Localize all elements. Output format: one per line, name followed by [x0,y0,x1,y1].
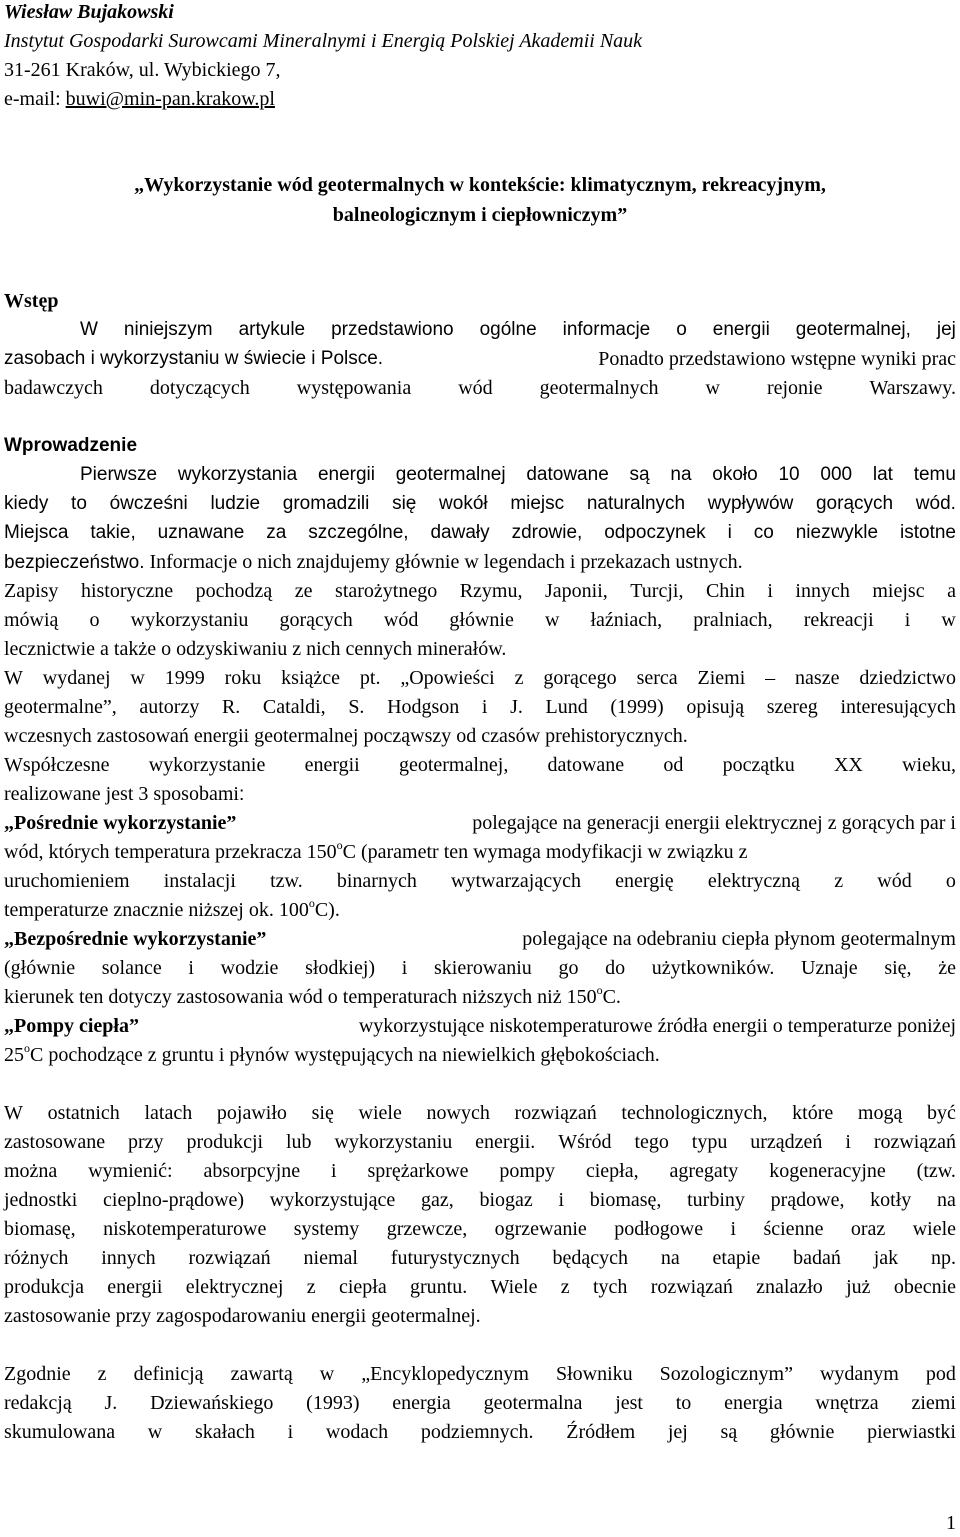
degree-mark: o [308,896,315,910]
p-new-line-6: różnych innych rozwiązań niemal futurystycznych będących na etapie badań jak np. [4,1247,956,1269]
pompy-line-1 [4,1015,956,1037]
pompy-line-2-post: C pochodzące z gruntu i płynów występujących na niewielkich głębokościach. [30,1044,660,1066]
wpr-p3-line-2: geotermalne”, autorzy R. Cataldi, S. Hodgson i J. Lund (1999) opisują szereg interesujących [4,696,956,718]
title-line-2: balneologicznym i ciepłowniczym” [332,204,628,226]
posrednie-line-2 [4,838,748,863]
pompy-line-1-rest: wykorzystujące niskotemperaturowe źródła energii o temperaturze poniżej [358,1015,956,1037]
bezposrednie-line-1 [4,928,956,950]
bezposrednie-line-2: (głównie solance i wodzie słodkiej) i skierowaniu go do użytkowników. Uznaje się, że [4,957,956,979]
posrednie-line-4-pre: temperaturze znacznie niższej ok. 100 [4,899,309,921]
wpr-p1-line-4b: Informacje o nich znajdujemy głównie w legendach i przekazach ustnych. [149,551,743,573]
degree-mark: o [596,983,603,997]
wpr-p4-line-2a: realizowane jest 3 sposobami [4,783,239,805]
bezposrednie-line-3 [4,983,621,1008]
p-new-line-1: W ostatnich latach pojawiło się wiele nowych rozwiązań technologicznych, które mogą być [4,1102,956,1124]
author-email-line [4,88,275,110]
wpr-p4-line-2 [4,783,244,806]
p-def-line-1: Zgodnie z definicją zawartą w „Encyklopedycznym Słowniku Sozologicznym” wydanym pod [4,1363,956,1385]
degree-mark: o [24,1041,30,1055]
wpr-p2-line-1: Zapisy historyczne pochodzą ze starożytnego Rzymu, Japonii, Turcji, Chin i innych miejsc a [4,580,956,602]
wprowadzenie-heading: Wprowadzenie [4,435,138,456]
p-new-line-8: zastosowanie przy zagospodarowaniu energii geotermalnej. [4,1305,481,1327]
pompy-line-2-pre: 25 [4,1044,24,1066]
wpr-p1-line-2: kiedy to ówcześni ludzie gromadzili się wokół miejsc naturalnych wypływów gorących wód. [4,493,956,514]
author-name: Wiesław Bujakowski [4,1,174,23]
p-new-line-5: biomasę, niskotemperaturowe systemy grzewcze, ogrzewanie podłogowe i ścienne oraz wiele [4,1218,956,1240]
bezposrednie-line-3-pre: kierunek ten dotyczy zastosowania wód o temperaturach niższych niż 150 [4,986,597,1008]
author-address: 31-261 Kraków, ul. Wybickiego 7, [4,59,281,81]
intro-line-1: W niniejszym artykule przedstawiono ogólne informacje o energii geotermalnej, jej [80,319,956,340]
intro-heading: Wstęp [4,290,59,312]
wpr-p1-line-4 [4,551,743,574]
wpr-p1-line-1: Pierwsze wykorzystania energii geotermalnej datowane są na około 10 000 lat temu [80,464,956,485]
wpr-p1-line-4a: bezpieczeństwo. [4,552,145,573]
degree-mark: o [336,838,343,852]
posrednie-line-4 [4,896,340,921]
posrednie-line-4-post: C). [314,899,340,921]
p-new-line-4: jednostki cieplno-prądowe) wykorzystujące gaz, biogaz i biomasę, turbiny prądowe, kotły na [4,1189,956,1211]
intro-line-2b: Ponadto przedstawiono wstępne wyniki prac [598,348,956,370]
bezposrednie-line-1-rest: polegające na odebraniu ciepła płynom geotermalnym [522,928,956,950]
posrednie-line-1 [4,812,956,834]
pompy-label: „Pompy ciepła” [4,1015,139,1037]
wpr-p2-line-3: lecznictwie a także o odzyskiwaniu z nich cennych minerałów. [4,638,507,660]
p-new-line-2: zastosowane przy produkcji lub wykorzystaniu energii. Wśród tego typu urządzeń i rozwiązań [4,1131,956,1153]
wpr-p3-line-1: W wydanej w 1999 roku książce pt. „Opowieści z gorącego serca Ziemi – nasze dziedzictwo [4,667,956,689]
pompy-line-2 [4,1041,660,1066]
intro-line-2 [4,348,956,370]
posrednie-line-2-post: C (parametr ten wymaga modyfikacji w związku z [342,841,748,863]
p-def-line-3: skumulowana w skałach i wodach podziemnych. Źródłem jej są głównie pierwiastki [4,1421,956,1443]
posrednie-line-3: uruchomieniem instalacji tzw. binarnych wytwarzających energię elektryczną z wód o [4,870,956,892]
wpr-p4-line-1: Współczesne wykorzystanie energii geotermalnej, datowane od początku XX wieku, [4,754,956,776]
wpr-p4-line-2b: : [238,784,245,805]
wpr-p2-line-2: mówią o wykorzystaniu gorących wód głównie w łaźniach, pralniach, rekreacji i w [4,609,956,631]
wpr-p3-line-3: wczesnych zastosowań energii geotermalnej począwszy od czasów prehistorycznych. [4,725,688,747]
p-def-line-2: redakcją J. Dziewańskiego (1993) energia geotermalna jest to energia wnętrza ziemi [4,1392,956,1414]
bezposrednie-label: „Bezpośrednie wykorzystanie” [4,928,267,950]
posrednie-line-2-pre: wód, których temperatura przekracza 150 [4,841,337,863]
bezposrednie-line-3-post: C. [602,986,621,1008]
author-institute: Instytut Gospodarki Surowcami Mineralnymi i Energią Polskiej Akademii Nauk [4,30,643,52]
intro-line-3: badawczych dotyczących występowania wód geotermalnych w rejonie Warszawy. [4,377,956,399]
page-number: 1 [946,1512,956,1534]
email-label: e-mail: [4,88,61,110]
title-line-1: „Wykorzystanie wód geotermalnych w kontekście: klimatycznym, rekreacyjnym, [134,174,826,196]
p-new-line-7: produkcja energii elektrycznej z ciepła gruntu. Wiele z tych rozwiązań znalazło już obecnie [4,1276,956,1298]
wpr-p1-line-3: Miejsca takie, uznawane za szczególne, dawały zdrowie, odpoczynek i co niezwykle istotne [4,522,956,543]
intro-line-2a: zasobach i wykorzystaniu w świecie i Polsce. [4,348,384,369]
posrednie-label: „Pośrednie wykorzystanie” [4,812,237,834]
email-link[interactable]: buwi@min-pan.krakow.pl [65,88,275,110]
posrednie-line-1-rest: polegające na generacji energii elektrycznej z gorących par i [472,812,956,834]
p-new-line-3: można wymienić: absorpcyjne i sprężarkowe pompy ciepła, agregaty kogeneracyjne (tzw. [4,1160,956,1182]
